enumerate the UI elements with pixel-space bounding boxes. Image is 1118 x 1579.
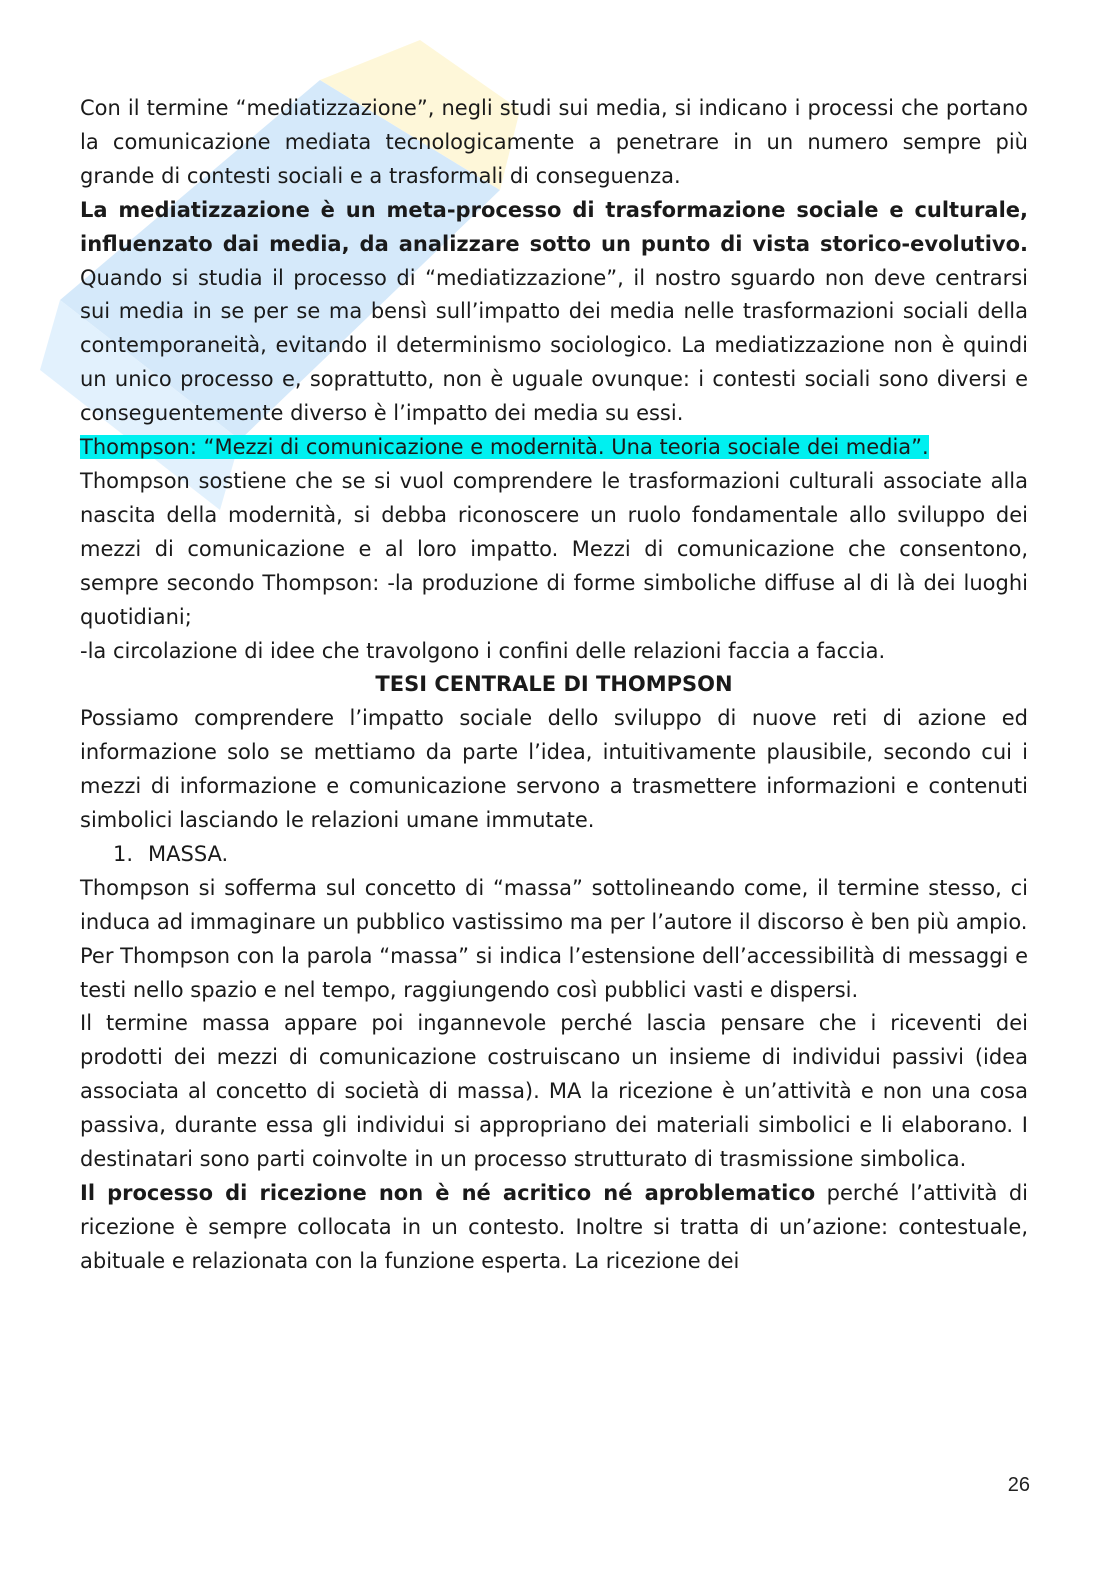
page-number: 26 [1007,1474,1030,1496]
paragraph-2 [80,194,1028,431]
paragraph-10-bold: Il processo di ricezione non è né acritico né aproblematico [80,1181,816,1205]
paragraph-2-bold: La mediatizzazione è un meta-processo di trasformazione sociale e culturale, influenzato dai media, da analizzare sotto un punto di vista storico-evolutivo. [80,197,1028,256]
paragraph-7: Thompson si sofferma sul concetto di “massa” sottolineando come, il termine stesso, ci induca ad immaginare un pubblico vastissimo ma per l’autore il discorso è ben più ampio. [80,875,1028,934]
highlighted-citation: Thompson: “Mezzi di comunicazione e modernità. Una teoria sociale dei media”. [80,435,929,460]
paragraph-2-text: Quando si studia il processo di “mediatizzazione”, il nostro sguardo non deve centrarsi sui media in se per se ma bensì sull’impatto dei media nelle trasformazioni sociali della contemporaneità, evitando il determinismo sociologico. La mediatizzazione non è quindi un unico processo e, soprattutto, non è uguale ovunque: i contesti sociali sono diversi e conseguentemente diverso è l’impatto dei media su essi. [80,265,1028,426]
paragraph-8: Per Thompson con la parola “massa” si indica l’estensione dell’accessibilità di messaggi e testi nello spazio e nel tempo, raggiungendo così pubblici vasti e dispersi. [80,943,1028,1002]
paragraph-10-text: perché l’attività di ricezione è sempre collocata in un contesto. Inoltre si tratta di un’azione: contestuale, abituale e relazionata con la funzione esperta. La ricezione dei [80,1181,1028,1273]
paragraph-5: -la circolazione di idee che travolgono i confini delle relazioni faccia a faccia. [80,638,886,663]
list-item-massa [80,838,1028,872]
paragraph-1: Con il termine “mediatizzazione”, negli studi sui media, si indicano i processi che portano la comunicazione mediata tecnologicamente a penetrare in un numero sempre più grande di contesti sociali e a trasformali di conseguenza. [80,96,1028,188]
list-text: MASSA. [148,841,229,866]
paragraph-4: Thompson sostiene che se si vuol comprendere le trasformazioni culturali associate alla nascita della modernità, si debba riconoscere un ruolo fondamentale allo sviluppo dei mezzi di comunicazione e al loro impatto. Mezzi di comunicazione che consentono, sempre secondo Thompson: -la produzione di forme simboliche diffuse al di là dei luoghi quotidiani; [80,468,1028,629]
list-number: 1. [113,841,134,866]
paragraph-9: Il termine massa appare poi ingannevole perché lascia pensare che i riceventi dei prodotti dei mezzi di comunicazione costruiscano un insieme di individui passivi (idea associata al concetto di società di massa). MA la ricezione è un’attività e non una cosa passiva, durante essa gli individui si appropriano dei materiali simbolici e li elaborano. I destinatari sono parti coinvolte in un processo strutturato di trasmissione simbolica. [80,1011,1028,1172]
paragraph-3-highlight [80,431,1028,465]
section-heading: TESI CENTRALE DI THOMPSON [375,672,733,697]
paragraph-10 [80,1177,1028,1279]
document-body [80,92,1028,1279]
paragraph-6: Possiamo comprendere l’impatto sociale dello sviluppo di nuove reti di azione ed informazione solo se mettiamo da parte l’idea, intuitivamente plausibile, secondo cui i mezzi di informazione e comunicazione servono a trasmettere informazioni e contenuti simbolici lasciando le relazioni umane immutate. [80,706,1028,833]
